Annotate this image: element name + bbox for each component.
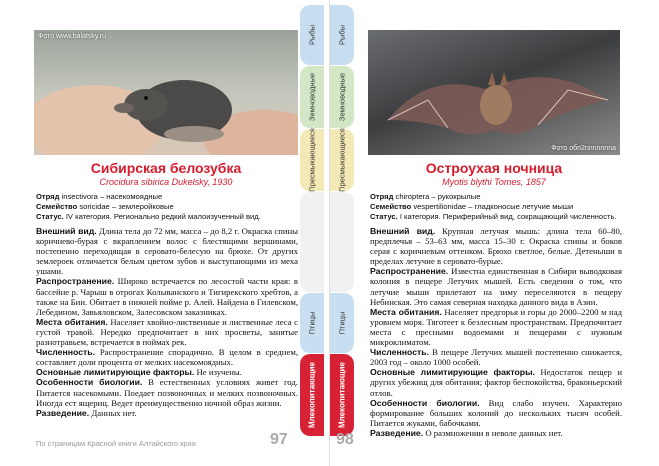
page-number: 97: [270, 431, 288, 448]
species-title: Остроухая ночница: [425, 160, 563, 176]
distribution-label: Распространение.: [370, 266, 449, 277]
species-latin-name: Crocidura sibirica Dukelsky, 1930: [99, 177, 233, 187]
page-number: 98: [336, 431, 354, 448]
appearance-text: Крупная летучая мышь: длина тела 60–80, предплечья – 53–63 мм, масса 15–30 г. Окраска спины и боков серая с коричневым оттенком. Брюхо светлое, белые. Детеныши в пределах летучие в серовато-бурые.: [370, 226, 623, 267]
species-title: Сибирская белозубка: [90, 160, 242, 176]
order-label: Отряд: [36, 192, 60, 201]
tab-reptiles[interactable]: Пресмыкающиеся: [300, 129, 324, 191]
order-value: chiroptera – рукокрылые: [393, 192, 481, 201]
habitat-label: Места обитания.: [370, 306, 442, 317]
family-value: vespertilionidae – гладконосые летучие мыши: [411, 202, 574, 211]
habitat-label: Места обитания.: [36, 316, 108, 327]
species-description: [36, 226, 298, 418]
book-footer: По страницам Красной книги Алтайского края: [36, 439, 196, 448]
bat-photo: [368, 30, 620, 155]
status-label: Статус.: [370, 212, 398, 221]
biology-text: Вид слабо изучен. Характерно формирование больших колоний до нескольких тысяч особей. Питается жуками, бабочками.: [370, 397, 623, 428]
tab-fish[interactable]: Рыбы: [300, 5, 324, 65]
family-label: Семейство: [370, 202, 412, 211]
tab-reptiles[interactable]: Пресмыкающиеся: [330, 129, 354, 191]
breeding-text: О размножении в неволе данных нет.: [423, 427, 563, 438]
population-label: Численность.: [370, 347, 430, 358]
right-page: [330, 0, 659, 466]
population-label: Численность.: [36, 347, 96, 358]
appearance-text: Длина тела до 72 мм, масса – до 8,2 г. Окраска спины коричнево-бурая с вкраплением волос с блестящими вершинами, постепенно переходящая в серовато-белесую на брюхе. От других землероек отличается белым цветом зубов и выступающими из меха ушами.: [36, 226, 299, 277]
tab-birds[interactable]: Птицы: [330, 293, 354, 353]
order-label: Отряд: [370, 192, 394, 201]
taxonomy-block: [370, 192, 622, 222]
shrew-illustration: [34, 30, 298, 155]
section-tabs-right: [330, 5, 354, 437]
bat-illustration: [368, 30, 620, 155]
population-text: Распространение спорадично. В целом в среднем, составляет доли процента от мелких насекомоядных.: [36, 347, 298, 368]
tab-mammals[interactable]: Млекопитающие: [330, 354, 354, 436]
distribution-label: Распространение.: [36, 276, 115, 287]
appearance-label: Внешний вид.: [370, 226, 436, 236]
biology-label: Особенности биологии.: [36, 377, 143, 388]
habitat-text: Населяет хвойно-лиственные и лиственные леса с густой травой. Нередко предпочитает в них просветы, занятые разнотравьем, встречается в поймах рек.: [36, 316, 298, 348]
photo-credit: Фото обп2nnnnnnna: [551, 145, 616, 152]
tab-fish[interactable]: Рыбы: [330, 5, 354, 65]
breeding-label: Разведение.: [36, 407, 90, 418]
shrew-photo: [34, 30, 298, 155]
tab-amphibians[interactable]: Земноводные: [300, 66, 324, 128]
status-value: I категория. Периферийный вид, сокращающий численность.: [397, 212, 617, 221]
order-value: insectivora – насекомоядные: [59, 192, 163, 201]
status-label: Статус.: [36, 212, 64, 221]
photo-credit: Фото www.balatsky.ru: [38, 33, 107, 40]
limiting-factors-text: Недостаток пещер и других убежищ для обитания; фактор беспокойства, браконьерский отлов.: [370, 367, 622, 398]
limiting-factors-label: Основные лимитирующие факторы.: [370, 367, 535, 378]
breeding-text: Данных нет.: [89, 407, 137, 418]
appearance-label: Внешний вид.: [36, 226, 97, 236]
section-tabs-left: [300, 5, 324, 437]
tab-reptiles-spacer: [330, 192, 354, 292]
distribution-text: Известна единственная в Сибири выводковая колония в пещере Летучих мышей. Есть сведения о том, что летучие мыши прилетают на зиму переселяются в пещеру Небинская. Это самая северная находка данного вида в Азии.: [370, 266, 622, 307]
limiting-factors-text: Не изучены.: [194, 367, 242, 378]
species-description: [370, 226, 622, 438]
status-value: IV категория. Регионально редкий малоизученный вид.: [63, 212, 261, 221]
population-text: В пещере Летучих мышей постепенно снижается, 2003 год – около 1000 особей.: [370, 347, 622, 368]
tab-birds[interactable]: Птицы: [300, 293, 324, 353]
family-label: Семейство: [36, 202, 78, 211]
taxonomy-block: [36, 192, 298, 222]
tab-reptiles-spacer: [300, 192, 324, 292]
breeding-label: Разведение.: [370, 427, 424, 438]
biology-text: В естественных условиях живет год. Питается насекомыми. Поедает позвоночных и мелких позвоночных. Иногда ест ящериц. Ведет преимущественно ночной образ жизни.: [36, 377, 298, 408]
family-value: soricidae – землеройковые: [77, 202, 174, 211]
distribution-text: Широко встречается по лесостой части края: в бассейне р. Чарыш в отрогах Колыванского и Тигирекского хребтов, а также на Бии. Обитает в нижней пойме р. Алей. Найдена в Гилевском, Лебедином, Завьяловском, Залесовском заказниках.: [36, 276, 298, 317]
tab-amphibians[interactable]: Земноводные: [330, 66, 354, 128]
habitat-text: Населяет предгорья и горы до 2000–2200 м над уровнем моря. Тяготеет к безлесным пространствам. Предпочитает места с пресными водоемами и пещерами с нужным микроклиматом.: [370, 306, 622, 348]
species-latin-name: Myotis blythi Tomes, 1857: [442, 177, 546, 187]
biology-label: Особенности биологии.: [370, 397, 480, 408]
limiting-factors-label: Основные лимитирующие факторы.: [36, 367, 195, 378]
tab-mammals[interactable]: Млекопитающие: [300, 354, 324, 436]
